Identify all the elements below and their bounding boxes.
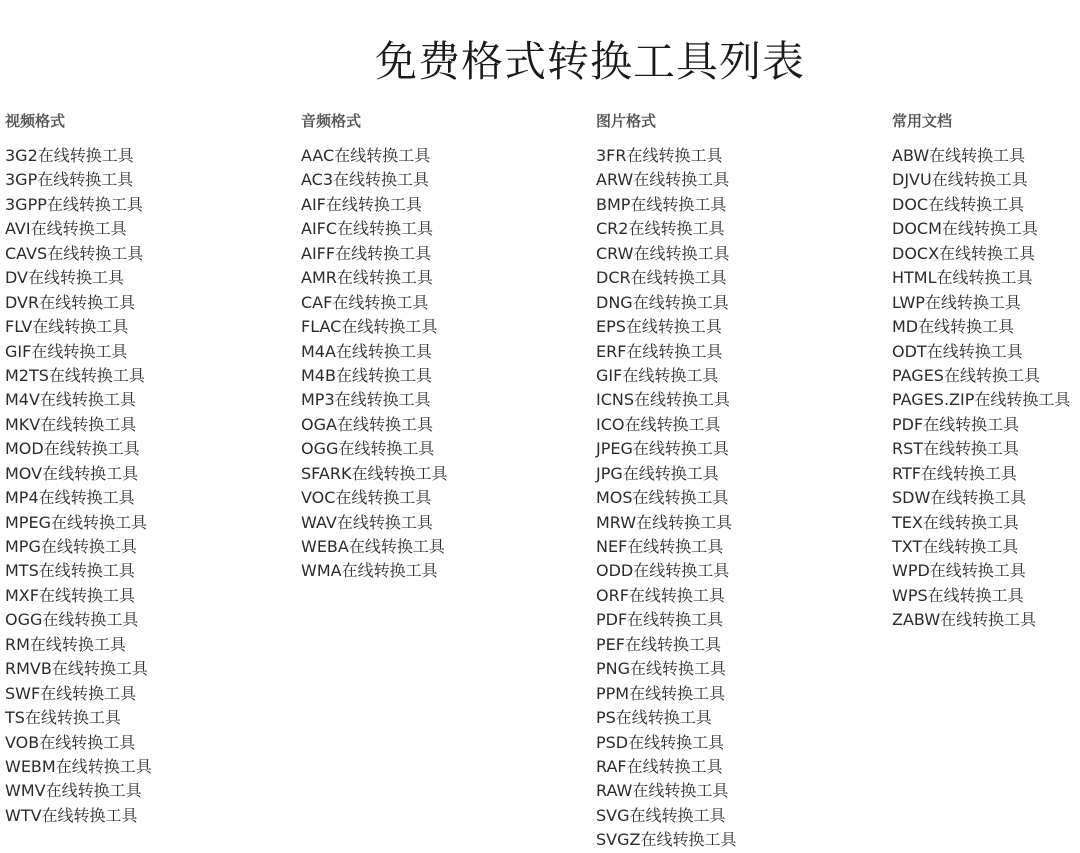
image-tool-link[interactable]: PSD在线转换工具 [596, 732, 725, 752]
document-tool-link[interactable]: ODT在线转换工具 [892, 341, 1023, 361]
column-heading-video: 视频格式 [5, 112, 66, 130]
list-item [301, 364, 591, 388]
list-item [301, 511, 591, 535]
list-item [892, 388, 1080, 412]
column-video-formats [5, 109, 295, 828]
column-heading-document: 常用文档 [892, 112, 953, 130]
image-tool-link[interactable]: PPM在线转换工具 [596, 683, 726, 703]
list-item [596, 217, 886, 241]
list-item [892, 437, 1080, 461]
image-tool-link[interactable]: MRW在线转换工具 [596, 512, 733, 532]
list-item [892, 193, 1080, 217]
tool-list-audio [301, 144, 591, 584]
list-item [5, 755, 295, 779]
list-item [596, 413, 886, 437]
list-item [301, 388, 591, 412]
document-tool-link[interactable]: DOC在线转换工具 [892, 194, 1025, 214]
list-item [596, 584, 886, 608]
image-tool-link[interactable]: PDF在线转换工具 [596, 610, 724, 630]
list-item [892, 462, 1080, 486]
list-item [5, 388, 295, 412]
audio-tool-link[interactable]: WEBA在线转换工具 [301, 537, 445, 556]
list-item [892, 608, 1080, 632]
document-tool-link[interactable]: ZABW在线转换工具 [892, 610, 1037, 630]
list-item [301, 413, 591, 437]
list-item [892, 291, 1080, 315]
list-item [596, 388, 886, 412]
video-tool-link[interactable]: WTV在线转换工具 [5, 805, 138, 825]
list-item [5, 657, 295, 681]
video-tool-link[interactable]: AVI在线转换工具 [5, 219, 127, 239]
tool-list-video [5, 144, 295, 828]
list-item [5, 584, 295, 608]
list-item [892, 511, 1080, 535]
list-item [5, 535, 295, 559]
document-tool-link[interactable]: PDF在线转换工具 [892, 414, 1020, 434]
document-tool-link[interactable]: RST在线转换工具 [892, 439, 1020, 459]
audio-tool-link[interactable]: AIFF在线转换工具 [301, 243, 432, 263]
list-item [892, 168, 1080, 192]
image-tool-link[interactable]: DNG在线转换工具 [596, 292, 729, 312]
audio-tool-link[interactable]: CAF在线转换工具 [301, 292, 429, 312]
list-item [5, 779, 295, 803]
list-item [5, 266, 295, 290]
list-item [892, 364, 1080, 388]
document-tool-link[interactable]: RTF在线转换工具 [892, 463, 1017, 483]
list-item [596, 731, 886, 755]
list-item [5, 291, 295, 315]
document-tool-link[interactable]: MD在线转换工具 [892, 317, 1015, 337]
audio-tool-link[interactable]: SFARK在线转换工具 [301, 463, 448, 483]
image-tool-link[interactable]: PEF在线转换工具 [596, 634, 721, 654]
list-item [596, 779, 886, 803]
list-item [5, 413, 295, 437]
audio-tool-link[interactable]: AAC在线转换工具 [301, 146, 431, 165]
list-item [5, 731, 295, 755]
video-tool-link[interactable]: MP4在线转换工具 [5, 488, 135, 508]
list-item [892, 266, 1080, 290]
list-item [596, 144, 886, 168]
document-tool-link[interactable]: LWP在线转换工具 [892, 292, 1021, 312]
list-item [5, 168, 295, 192]
list-item [5, 364, 295, 388]
list-item [596, 535, 886, 559]
list-item [5, 511, 295, 535]
video-tool-link[interactable]: FLV在线转换工具 [5, 317, 129, 337]
audio-tool-link[interactable]: VOC在线转换工具 [301, 488, 432, 508]
video-tool-link[interactable]: DVR在线转换工具 [5, 292, 136, 312]
audio-tool-link[interactable]: AIF在线转换工具 [301, 194, 422, 214]
list-item [301, 559, 591, 583]
list-item [5, 633, 295, 657]
image-tool-link[interactable]: BMP在线转换工具 [596, 194, 727, 214]
image-tool-link[interactable]: ICNS在线转换工具 [596, 390, 731, 410]
list-item [301, 217, 591, 241]
image-tool-link[interactable]: 3FR在线转换工具 [596, 146, 723, 165]
image-tool-link[interactable]: JPG在线转换工具 [596, 463, 719, 483]
list-item [596, 364, 886, 388]
document-tool-link[interactable]: DJVU在线转换工具 [892, 170, 1028, 190]
audio-tool-link[interactable]: AC3在线转换工具 [301, 170, 430, 190]
document-tool-link[interactable]: WPD在线转换工具 [892, 561, 1026, 581]
document-tool-link[interactable]: DOCM在线转换工具 [892, 219, 1038, 239]
image-tool-link[interactable]: ERF在线转换工具 [596, 341, 723, 361]
list-item [5, 437, 295, 461]
list-item [892, 413, 1080, 437]
video-tool-link[interactable]: 3GP在线转换工具 [5, 170, 134, 190]
image-tool-link[interactable]: ODD在线转换工具 [596, 561, 730, 581]
list-item [892, 242, 1080, 266]
image-tool-link[interactable]: PS在线转换工具 [596, 708, 712, 728]
document-tool-link[interactable]: TEX在线转换工具 [892, 512, 1019, 532]
column-heading-audio: 音频格式 [301, 112, 362, 130]
list-item [596, 291, 886, 315]
column-heading-image: 图片格式 [596, 112, 657, 130]
list-item [301, 193, 591, 217]
document-tool-link[interactable]: PAGES.ZIP在线转换工具 [892, 390, 1071, 410]
list-item [5, 315, 295, 339]
list-item [892, 559, 1080, 583]
video-tool-link[interactable]: DV在线转换工具 [5, 268, 124, 288]
list-item [596, 828, 886, 852]
list-item [892, 584, 1080, 608]
audio-tool-link[interactable]: OGG在线转换工具 [301, 439, 435, 459]
list-item [596, 706, 886, 730]
image-tool-link[interactable]: CRW在线转换工具 [596, 243, 730, 263]
list-item [596, 315, 886, 339]
list-item [596, 168, 886, 192]
image-tool-link[interactable]: PNG在线转换工具 [596, 659, 727, 679]
list-item [596, 682, 886, 706]
list-item [596, 266, 886, 290]
list-item [892, 486, 1080, 510]
video-tool-link[interactable]: CAVS在线转换工具 [5, 243, 144, 263]
list-item [5, 193, 295, 217]
list-item [892, 144, 1080, 168]
list-item [301, 144, 591, 168]
image-tool-link[interactable]: ICO在线转换工具 [596, 414, 721, 434]
audio-tool-link[interactable]: WMA在线转换工具 [301, 561, 438, 581]
audio-tool-link[interactable]: FLAC在线转换工具 [301, 317, 438, 337]
video-tool-link[interactable]: MKV在线转换工具 [5, 414, 137, 434]
document-tool-link[interactable]: WPS在线转换工具 [892, 585, 1024, 605]
audio-tool-link[interactable]: M4B在线转换工具 [301, 365, 432, 385]
list-item [5, 804, 295, 828]
document-tool-link[interactable]: ABW在线转换工具 [892, 146, 1026, 165]
list-item [5, 682, 295, 706]
list-item [892, 315, 1080, 339]
list-item [596, 437, 886, 461]
column-image-formats [596, 109, 886, 853]
image-tool-link[interactable]: CR2在线转换工具 [596, 219, 725, 239]
image-tool-link[interactable]: SVG在线转换工具 [596, 805, 726, 825]
image-tool-link[interactable]: DCR在线转换工具 [596, 268, 727, 288]
video-tool-link[interactable]: MTS在线转换工具 [5, 561, 135, 581]
video-tool-link[interactable]: M2TS在线转换工具 [5, 365, 145, 385]
list-item [301, 340, 591, 364]
list-item [596, 486, 886, 510]
list-item [5, 608, 295, 632]
video-tool-link[interactable]: GIF在线转换工具 [5, 341, 128, 361]
list-item [301, 242, 591, 266]
list-item [596, 242, 886, 266]
image-tool-link[interactable]: ORF在线转换工具 [596, 585, 725, 605]
document-tool-link[interactable]: PAGES在线转换工具 [892, 365, 1040, 385]
video-tool-link[interactable]: VOB在线转换工具 [5, 732, 136, 752]
audio-tool-link[interactable]: MP3在线转换工具 [301, 390, 431, 410]
audio-tool-link[interactable]: AMR在线转换工具 [301, 268, 433, 288]
list-item [301, 315, 591, 339]
list-item [301, 486, 591, 510]
image-tool-link[interactable]: ARW在线转换工具 [596, 170, 730, 190]
list-item [596, 193, 886, 217]
audio-tool-link[interactable]: AIFC在线转换工具 [301, 219, 434, 239]
list-item [5, 144, 295, 168]
image-tool-link[interactable]: EPS在线转换工具 [596, 317, 722, 337]
image-tool-link[interactable]: RAF在线转换工具 [596, 756, 723, 776]
video-tool-link[interactable]: SWF在线转换工具 [5, 683, 137, 703]
list-item [5, 486, 295, 510]
video-tool-link[interactable]: MOV在线转换工具 [5, 463, 139, 483]
column-audio-formats [301, 109, 591, 584]
list-item [301, 168, 591, 192]
list-item [596, 608, 886, 632]
video-tool-link[interactable]: MPEG在线转换工具 [5, 512, 147, 532]
video-tool-link[interactable]: WEBM在线转换工具 [5, 756, 152, 776]
page-title: 免费格式转换工具列表 [374, 37, 805, 87]
video-tool-link[interactable]: M4V在线转换工具 [5, 390, 136, 410]
image-tool-link[interactable]: NEF在线转换工具 [596, 537, 724, 556]
video-tool-link[interactable]: MOD在线转换工具 [5, 439, 140, 459]
column-document-formats [892, 109, 1080, 633]
tool-list-image [596, 144, 886, 853]
list-item [301, 291, 591, 315]
list-item [596, 633, 886, 657]
audio-tool-link[interactable]: OGA在线转换工具 [301, 414, 433, 434]
list-item [301, 535, 591, 559]
list-item [5, 242, 295, 266]
list-item [596, 804, 886, 828]
list-item [5, 559, 295, 583]
document-tool-link[interactable]: SDW在线转换工具 [892, 488, 1027, 508]
list-item [5, 462, 295, 486]
video-tool-link[interactable]: MPG在线转换工具 [5, 537, 137, 556]
video-tool-link[interactable]: OGG在线转换工具 [5, 610, 139, 630]
list-item [301, 462, 591, 486]
list-item [892, 535, 1080, 559]
document-tool-link[interactable]: TXT在线转换工具 [892, 537, 1019, 556]
document-tool-link[interactable]: DOCX在线转换工具 [892, 243, 1036, 263]
video-tool-link[interactable]: TS在线转换工具 [5, 708, 121, 728]
list-item [596, 340, 886, 364]
image-tool-link[interactable]: SVGZ在线转换工具 [596, 830, 737, 850]
video-tool-link[interactable]: RMVB在线转换工具 [5, 659, 148, 679]
list-item [301, 266, 591, 290]
list-item [596, 755, 886, 779]
list-item [596, 462, 886, 486]
image-tool-link[interactable]: RAW在线转换工具 [596, 781, 729, 801]
list-item [892, 217, 1080, 241]
tool-list-document [892, 144, 1080, 633]
list-item [301, 437, 591, 461]
video-tool-link[interactable]: 3G2在线转换工具 [5, 146, 134, 165]
video-tool-link[interactable]: 3GPP在线转换工具 [5, 194, 143, 214]
image-tool-link[interactable]: JPEG在线转换工具 [596, 439, 729, 459]
document-tool-link[interactable]: HTML在线转换工具 [892, 268, 1033, 288]
video-tool-link[interactable]: RM在线转换工具 [5, 634, 126, 654]
video-tool-link[interactable]: WMV在线转换工具 [5, 781, 142, 801]
audio-tool-link[interactable]: M4A在线转换工具 [301, 341, 432, 361]
audio-tool-link[interactable]: WAV在线转换工具 [301, 512, 433, 532]
video-tool-link[interactable]: MXF在线转换工具 [5, 585, 135, 605]
image-tool-link[interactable]: MOS在线转换工具 [596, 488, 729, 508]
list-item [596, 559, 886, 583]
list-item [5, 340, 295, 364]
list-item [5, 217, 295, 241]
list-item [596, 657, 886, 681]
list-item [5, 706, 295, 730]
list-item [892, 340, 1080, 364]
list-item [596, 511, 886, 535]
image-tool-link[interactable]: GIF在线转换工具 [596, 365, 719, 385]
